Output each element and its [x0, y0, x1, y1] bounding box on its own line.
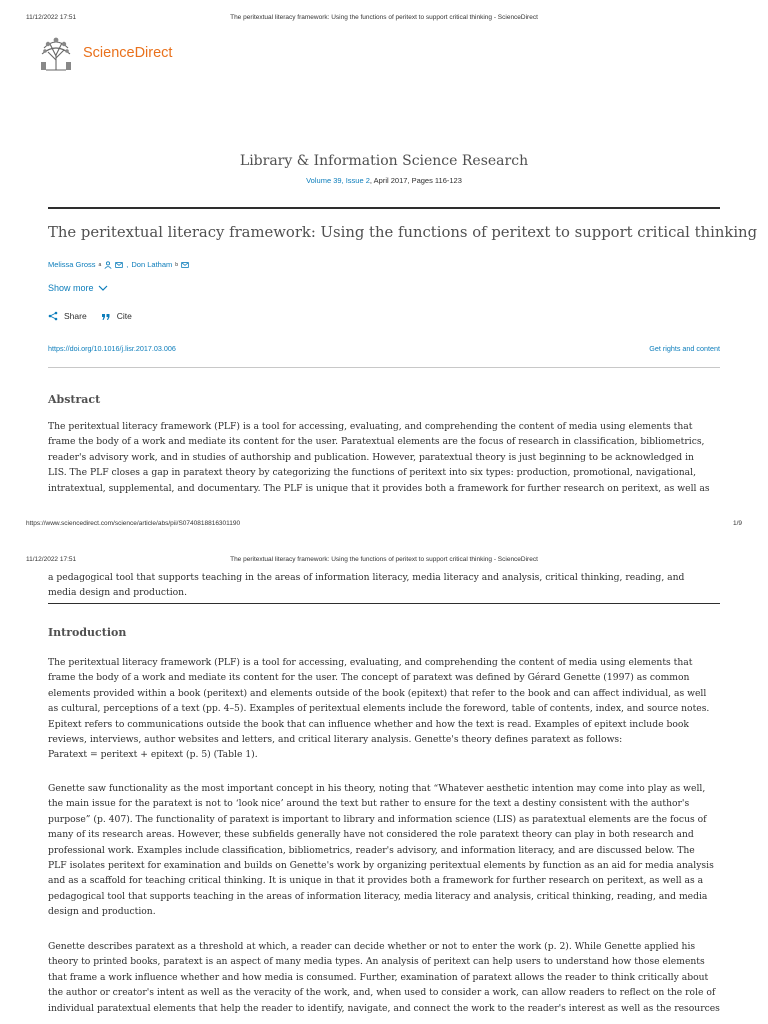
- print-datetime: 11/12/2022 17:51: [26, 556, 77, 563]
- print-title: The peritextual literacy framework: Using the functions of peritext to support critical thinking - ScienceDirect: [230, 14, 538, 21]
- doi-link[interactable]: https://doi.org/10.1016/j.lisr.2017.03.006: [48, 344, 176, 353]
- abstract-text: The peritextual literacy framework (PLF) is a tool for accessing, evaluating, and comprehending the content of media using elements that frame the body of a work and mediate its content for the user. Paratextual elements are the focus of research in classification, bibliometrics, reader's advisory work, and in studies of authorship and publication. However, paratextual theory is just beginning to be acknowledged in LIS. The PLF closes a gap in paratext theory by categorizing the functions of peritext into six types: production, promotional, navigational, intratextual, supplemental, and documentary. The PLF is unique that it provides both a framework for further research on peritext, as well as: [48, 421, 710, 494]
- intro-paragraph: Genette saw functionality as the most important concept in his theory, noting that “Whatever aesthetic intention may come into play as well, the main issue for the paratext is not to ‘look nice’ around the text but rather to ensure for the text a destiny consistent with the author's purpose” (p. 407). The functionality of paratext is important to library and information science (LIS) as paratextual elements are the focus of many of its research areas. However, these subfields generally have not considered the role paratext theory can play in both research and professional work. Examples include classification, bibliometrics, reader's advisory, and information literacy, and are discussed below. The PLF isolates peritext for examination and builds on Genette's work by organizing peritextual elements by function as an aid for media analysis and as a scaffold for teaching critical thinking. It is unique in that it provides both a framework for further research on peritext, as well as a pedagogical tool that supports teaching in the areas of information literacy, media literacy and analysis, critical thinking, reading, and media design and production.: [48, 783, 714, 918]
- journal-info: [0, 176, 768, 185]
- author-separator: ,: [126, 260, 129, 269]
- brand-name[interactable]: ScienceDirect: [83, 45, 173, 61]
- cite-label: Cite: [116, 311, 132, 321]
- print-header: [0, 14, 768, 26]
- show-more-button[interactable]: [48, 283, 108, 293]
- print-header: [0, 556, 768, 568]
- journal-name[interactable]: Library & Information Science Research: [239, 153, 529, 169]
- article-actions: [48, 311, 132, 321]
- email-icon[interactable]: [181, 261, 189, 269]
- email-icon[interactable]: [115, 261, 123, 269]
- doi-divider: [48, 367, 720, 368]
- abstract-heading: Abstract: [48, 393, 101, 406]
- author-list: [48, 260, 189, 269]
- author-affiliation-sup[interactable]: a: [98, 261, 102, 268]
- person-icon[interactable]: [104, 261, 112, 269]
- abstract-text-continued: a pedagogical tool that supports teaching in the areas of information literacy, media literacy and analysis, critical thinking, reading, and media design and production.: [48, 572, 685, 599]
- print-title: The peritextual literacy framework: Using the functions of peritext to support critical thinking - ScienceDirect: [230, 556, 538, 563]
- title-divider: [48, 207, 720, 209]
- introduction-heading: Introduction: [48, 626, 127, 639]
- journal-volume-link[interactable]: Volume 39, Issue 2: [306, 176, 370, 185]
- intro-paragraph: The peritextual literacy framework (PLF) is a tool for accessing, evaluating, and comprehending the content of media using elements that frame the body of a work and mediate its content for the user. The concept of paratext was defined by Gérard Genette (1997) as common elements provided within a book (peritext) and elements outside of the book (epitext) that refer to the book and can affect individual, as well as cultural, perceptions of a text (pp. 4–5). Examples of peritextual elements include the foreword, table of contents, index, and source notes. Epitext refers to communications outside the book that can influence whether and how the text is read. Examples of epitext include book reviews, interviews, author websites and letters, and critical literary analysis. Genette's theory defines paratext as follows: Paratext = peritext + epitext (p. 5) (Table 1).: [48, 657, 710, 761]
- share-label: Share: [64, 311, 87, 321]
- show-more-label: Show more: [48, 283, 94, 293]
- share-icon: [48, 311, 58, 321]
- author-name[interactable]: Melissa Gross: [48, 260, 96, 269]
- author-name[interactable]: Don Latham: [131, 260, 173, 269]
- elsevier-tree-icon[interactable]: [36, 34, 76, 74]
- print-page-number: 1/9: [732, 520, 742, 527]
- print-datetime: 11/12/2022 17:51: [26, 14, 77, 21]
- journal-details: , April 2017, Pages 116-123: [369, 176, 462, 185]
- print-url: https://www.sciencedirect.com/science/article/abs/pii/S0740818816301190: [26, 520, 241, 527]
- abstract-divider: [48, 603, 720, 604]
- share-button[interactable]: [48, 311, 87, 321]
- cite-button[interactable]: [101, 311, 132, 321]
- article-title: The peritextual literacy framework: Using the functions of peritext to support critical thinking: [48, 224, 758, 241]
- get-rights-link[interactable]: Get rights and content: [649, 344, 720, 353]
- author-affiliation-sup[interactable]: b: [175, 261, 179, 268]
- intro-paragraph: Genette describes paratext as a threshold at which, a reader can decide whether or not to enter the work (p. 2). While Genette applied his theory to printed books, paratext is an aspect of many media types. An analysis of peritext can help users to understand how those elements that frame a work influence whether and how media is consumed. Further, examination of paratext allows the reader to think critically about the author or creator's intent as well as the veracity of the work, and, when used to consider a work, can allow readers to reflect on the role of individual paratextual elements that help the reader to identify, navigate, and connect the work to the reader's interest as well as the resources: [48, 941, 720, 1014]
- chevron-down-icon: [98, 284, 108, 292]
- quote-icon: [101, 311, 111, 321]
